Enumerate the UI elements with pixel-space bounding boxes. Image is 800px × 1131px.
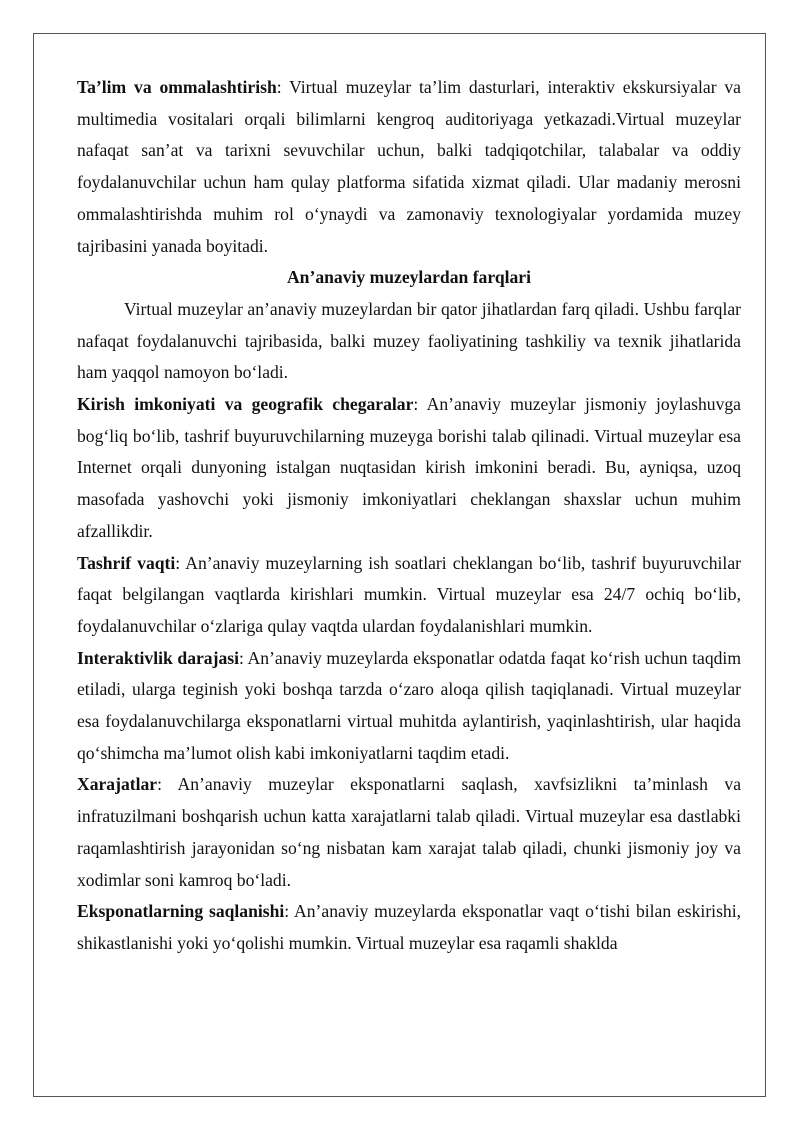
- text-tashrif: : An’anaviy muzeylarning ish soatlari cheklangan bo‘lib, tashrif buyuruvchilar faqat belgilangan vaqtlarda kirishlari mumkin. Virtual muzeylar esa 24/7 ochiq bo‘lib, foydalanuvchilar o‘zlariga qulay vaqtda ulardan foydalanishlari mumkin.: [77, 552, 741, 636]
- text-kirish: : An’anaviy muzeylar jismoniy joylashuvga bog‘liq bo‘lib, tashrif buyuruvchilarning muzeyga borishi talab qilinadi. Virtual muzeylar esa Internet orqali dunyoning istalgan nuqtasidan kirish imkonini beradi. Bu, ayniqsa, uzoq masofada yashovchi yoki jismoniy imkoniyatlari cheklangan shaxslar uchun muhim afzallikdir.: [77, 394, 741, 541]
- term-kirish: Kirish imkoniyati va geografik chegaralar: [77, 394, 414, 415]
- text-talim: : Virtual muzeylar ta’lim dasturlari, interaktiv ekskursiyalar va multimedia vositalari orqali bilimlarni kengroq auditoriyaga yetkazadi.Virtual muzeylar nafaqat san’at va tarixni sevuvchilar uchun, balki tadqiqotchilar, talabalar va oddiy foydalanuvchilar uchun ham qulay platforma sifatida xizmat qiladi. Ular madaniy merosni ommalashtirishda muhim rol o‘ynaydi va zamonaviy texnologiyalar yordamida muzey tajribasini yanada boyitadi.: [77, 77, 741, 256]
- section-heading: An’anaviy muzeylardan farqlari: [286, 267, 532, 288]
- term-saqlanishi: Eksponatlarning saqlanishi: [77, 901, 285, 922]
- term-interaktivlik: Interaktivlik darajasi: [77, 647, 239, 668]
- text-interaktivlik: : An’anaviy muzeylarda eksponatlar odatda faqat ko‘rish uchun taqdim etiladi, ularga teginish yoki boshqa tarzda o‘zaro aloqa qilish taqiqlanadi. Virtual muzeylar esa foydalanuvchilarga eksponatlarni virtual muhitda aylantirish, yaqinlashtirish, ular haqida qo‘shimcha ma’lumot olish kabi imkoniyatlarni taqdim etadi.: [77, 647, 742, 763]
- paragraph-intro: Virtual muzeylar an’anaviy muzeylardan bir qator jihatlardan farq qiladi. Ushbu farqlar nafaqat foydalanuvchi tajribasida, balki muzey faoliyatining tashkiliy va texnik jihatlarida ham yaqqol namoyon bo‘ladi.: [77, 298, 741, 383]
- paragraph-saqlanishi: [77, 896, 741, 959]
- document-body: [77, 72, 741, 960]
- paragraph-xarajatlar: [77, 769, 741, 896]
- text-saqlanishi: : An’anaviy muzeylarda eksponatlar vaqt o‘tishi bilan eskirishi, shikastlanishi yoki yo‘qolishi mumkin. Virtual muzeylar esa raqamli shaklda: [77, 901, 741, 953]
- paragraph-interaktivlik: [77, 643, 741, 770]
- paragraph-tashrif: [77, 548, 741, 643]
- term-talim: Ta’lim va ommalashtirish: [77, 77, 277, 97]
- text-xarajatlar: : An’anaviy muzeylar eksponatlarni saqlash, xavfsizlikni ta’minlash va infratuzilmani boshqarish uchun katta xarajatlarni talab qiladi. Virtual muzeylar esa dastlabki raqamlashtirish jarayonidan so‘ng nisbatan kam xarajat talab qiladi, chunki jismoniy joy va xodimlar soni kamroq bo‘ladi.: [77, 774, 741, 890]
- paragraph-talim: [77, 72, 741, 262]
- term-xarajatlar: Xarajatlar: [77, 774, 158, 795]
- paragraph-kirish: [77, 389, 741, 548]
- term-tashrif: Tashrif vaqti: [77, 552, 176, 573]
